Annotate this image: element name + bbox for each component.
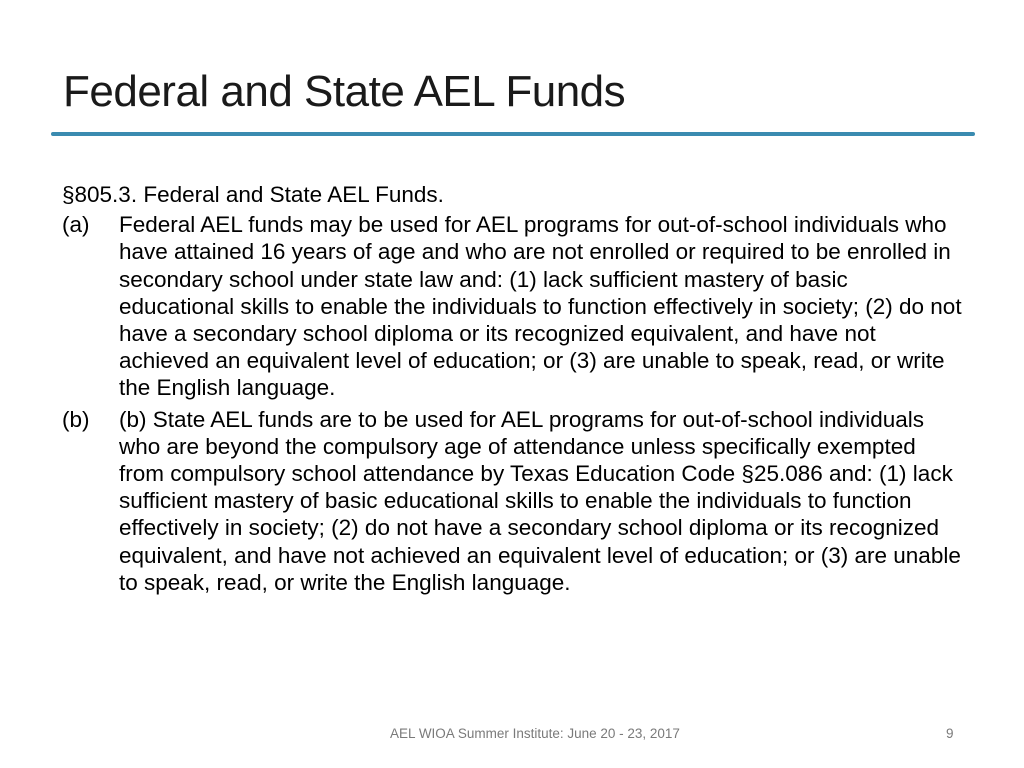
slide-footer: AEL WIOA Summer Institute: June 20 - 23, 2017	[390, 726, 680, 741]
clause-b-text: (b) State AEL funds are to be used for AEL programs for out-of-school individuals who are beyond the compulsory age of attendance unless specifically exempted from compulsory school attendance by Texas Education Code §25.086 and: (1) lack sufficient mastery of basic educational skills to enable the individuals to function effectively in society; (2) do not have a secondary school diploma or its recognized equivalent, and have not achieved an equivalent level of education; or (3) are unable to speak, read, or write the English language.	[119, 406, 961, 595]
page-number: 9	[946, 726, 954, 741]
section-heading: §805.3. Federal and State AEL Funds.	[62, 182, 444, 207]
slide-body	[62, 181, 962, 600]
clause-a-text: Federal AEL funds may be used for AEL programs for out-of-school individuals who have attained 16 years of age and who are not enrolled or required to be enrolled in secondary school under state law and: (1) lack sufficient mastery of basic educational skills to enable the individuals to function effectively in society; (2) do not have a secondary school diploma or its recognized equivalent, and have not achieved an equivalent level of education; or (3) are unable to speak, read, or write the English language.	[119, 212, 962, 401]
clause-b	[62, 406, 962, 596]
clause-b-label: (b)	[62, 406, 90, 432]
title-divider	[51, 132, 975, 136]
slide-title: Federal and State AEL Funds	[63, 67, 626, 116]
clause-a	[62, 211, 962, 401]
clause-a-label: (a)	[62, 212, 90, 238]
